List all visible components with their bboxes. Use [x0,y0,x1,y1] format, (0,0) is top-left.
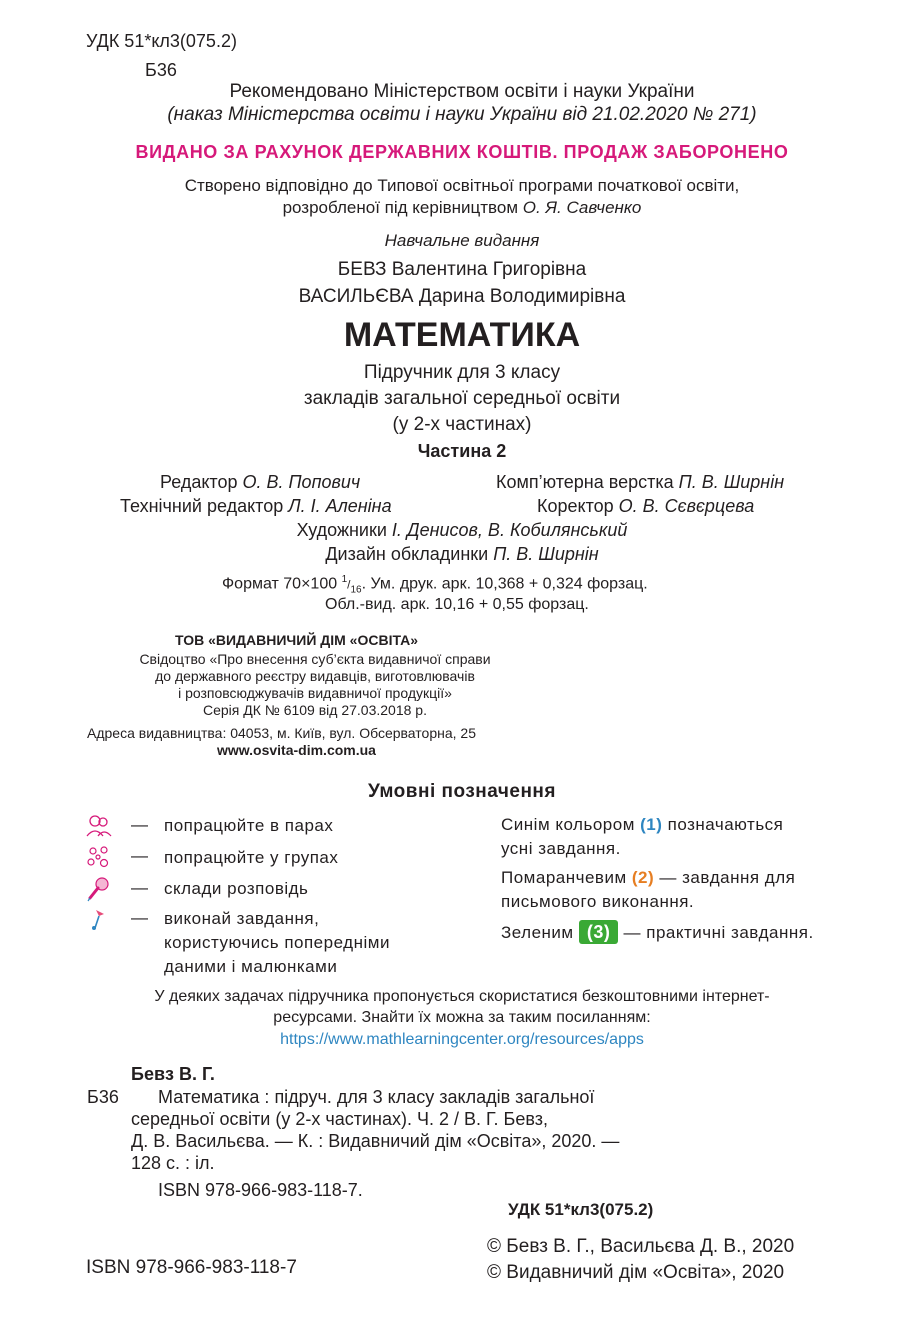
publisher-website[interactable]: www.osvita-dim.com.ua [217,742,376,758]
legend-group-text: попрацюйте у групах [164,848,339,867]
publisher-name: ТОВ «ВИДАВНИЧИЙ ДІМ «ОСВІТА» [175,632,419,648]
subtitle-line-1: Підручник для 3 класу [363,362,561,383]
credit-cover [0,544,924,565]
format-times: × [301,575,311,593]
state-funds-notice: ВИДАНО ЗА РАХУНОК ДЕРЖАВНИХ КОШТІВ. ПРОДАЖ ЗАБОРОНЕНО [135,142,789,162]
program-line-2-prefix: розробленої під керівництвом [282,198,523,217]
legend-pair-text: попрацюйте в парах [164,816,334,835]
credit-layout-name: П. В. Ширнін [678,472,785,492]
recommendation: Рекомендовано Міністерством освіти і науки України [229,81,695,102]
biblio-line-4: 128 с. : іл. [131,1153,215,1173]
green-note-prefix: Зеленим [501,923,579,942]
legend-task-text-2: користуючись попередніми [164,933,390,952]
cert-line-3: і розповсюджувачів видавничої продукції» [178,685,452,701]
subtitle-line-3: (у 2-х частинах) [392,414,532,435]
format-mid: 100 [310,575,342,593]
orange-note-prefix: Помаранчевим [501,868,632,887]
format-line-1: Формат 70×100 $^1/_{16}$. Ум. друк. арк. 10,368 + 0,324 форзац. [222,574,648,596]
cert-line-1: Свідоцтво «Про внесення суб’єкта видавничої справи [139,651,491,667]
credit-cover-label: Дизайн обкладинки [325,544,494,564]
credit-proof-name: О. В. Сєвєрцева [618,496,755,516]
legend-dash: — [131,815,148,834]
format-frac-den: 16 [350,584,362,596]
blue-note-line-2: усні завдання. [501,839,621,858]
udk-bottom: УДК 51*кл3(075.2) [508,1200,654,1219]
credit-tech-label: Технічний редактор [120,496,289,516]
format-line-2: Обл.-вид. арк. 10,16 + 0,55 форзац. [325,596,589,613]
program-line-2 [0,198,924,218]
internet-note-line-2: ресурсами. Знайти їх можна за таким посиланням: [273,1009,651,1026]
legend-dash: — [131,908,148,927]
program-line-1: Створено відповідно до Типової освітньої програми початкової освіти, [184,176,740,195]
credit-proofreader [537,496,754,517]
legend-title: Умовні позначення [368,781,556,802]
cert-line-2: до державного реєстру видавців, виготовлювачів [155,668,475,684]
edition-type: Навчальне видання [384,231,540,250]
credit-cover-name: П. В. Ширнін [493,544,599,564]
isbn: ISBN 978-966-983-118-7 [86,1257,297,1278]
ministry-order: (наказ Міністерства освіти і науки України від 21.02.2020 № 271) [167,104,757,125]
legend-dash: — [131,846,148,865]
blue-note-line-1 [501,815,783,835]
cert-line-4: Серія ДК № 6109 від 27.03.2018 р. [203,702,427,718]
biblio-line-3: Д. В. Васильєва. — К. : Видавничий дім «Освіта», 2020. — [131,1131,620,1151]
credit-tech-editor [120,496,392,517]
credit-layout [496,472,784,493]
author-2: ВАСИЛЬЄВА Дарина Володимирівна [298,286,626,307]
group-work-icon [86,845,112,869]
udk-code: УДК 51*кл3(075.2) [86,31,237,51]
orange-note-line-1 [501,868,795,888]
credit-layout-label: Комп’ютерна верстка [496,472,679,492]
biblio-line-1: Математика : підруч. для 3 класу закладів загальної [158,1087,595,1107]
credit-editor [160,472,360,493]
program-supervisor: О. Я. Савченко [522,198,642,217]
pointer-task-icon [86,906,112,930]
orange-marker: (2) [631,868,655,887]
blue-note-suffix: позначаються [662,815,784,834]
copyright-publisher: © Видавничий дім «Освіта», 2020 [487,1262,785,1283]
green-note-suffix: — практичні завдання. [618,923,814,942]
part-number: Частина 2 [417,441,507,461]
format-prefix: Формат 70 [222,575,302,593]
resources-link[interactable]: https://www.mathlearningcenter.org/resources/apps [280,1031,644,1048]
pair-work-icon [86,814,112,838]
biblio-code: Б36 [87,1087,119,1107]
green-note [501,920,814,944]
book-title: МАТЕМАТИКА [343,316,581,354]
author-1: БЕВЗ Валентина Григорівна [337,259,587,280]
legend-dash: — [131,878,148,897]
microphone-story-icon [86,876,112,900]
blue-note-prefix: Синім кольором [501,815,641,834]
credit-artists-label: Художники [296,520,392,540]
green-marker: (3) [579,920,619,944]
legend-task-text-1: виконай завдання, [164,909,320,928]
biblio-line-2: середньої освіти (у 2-х частинах). Ч. 2 / В. Г. Бевз, [131,1109,548,1129]
format-frac-num: 1 [341,574,348,585]
credit-artists-name: І. Денисов, В. Кобилянський [391,520,628,540]
internet-note-line-1: У деяких задачах підручника пропонується скористатися безкоштовними інтернет- [154,988,770,1005]
blue-marker: (1) [640,815,663,834]
biblio-author: Бевз В. Г. [131,1064,215,1084]
biblio-isbn: ISBN 978-966-983-118-7. [158,1180,363,1200]
legend-story-text: склади розповідь [164,879,309,898]
legend-task-text-3: даними і малюнками [164,957,338,976]
copyright-authors: © Бевз В. Г., Васильєва Д. В., 2020 [487,1236,795,1257]
credit-artists [0,520,924,541]
orange-note-line-2: письмового виконання. [501,892,695,911]
credit-editor-label: Редактор [160,472,243,492]
subtitle-line-2: закладів загальної середньої освіти [303,388,621,409]
format-suffix: . Ум. друк. арк. 10,368 + 0,324 форзац. [361,575,648,593]
credit-editor-name: О. В. Попович [242,472,361,492]
author-mark: Б36 [145,60,177,80]
orange-note-suffix: — завдання для [654,868,796,887]
credit-proof-label: Коректор [537,496,619,516]
publisher-address: Адреса видавництва: 04053, м. Київ, вул. Обсерваторна, 25 [87,725,476,741]
credit-tech-name: Л. І. Аленіна [288,496,392,516]
